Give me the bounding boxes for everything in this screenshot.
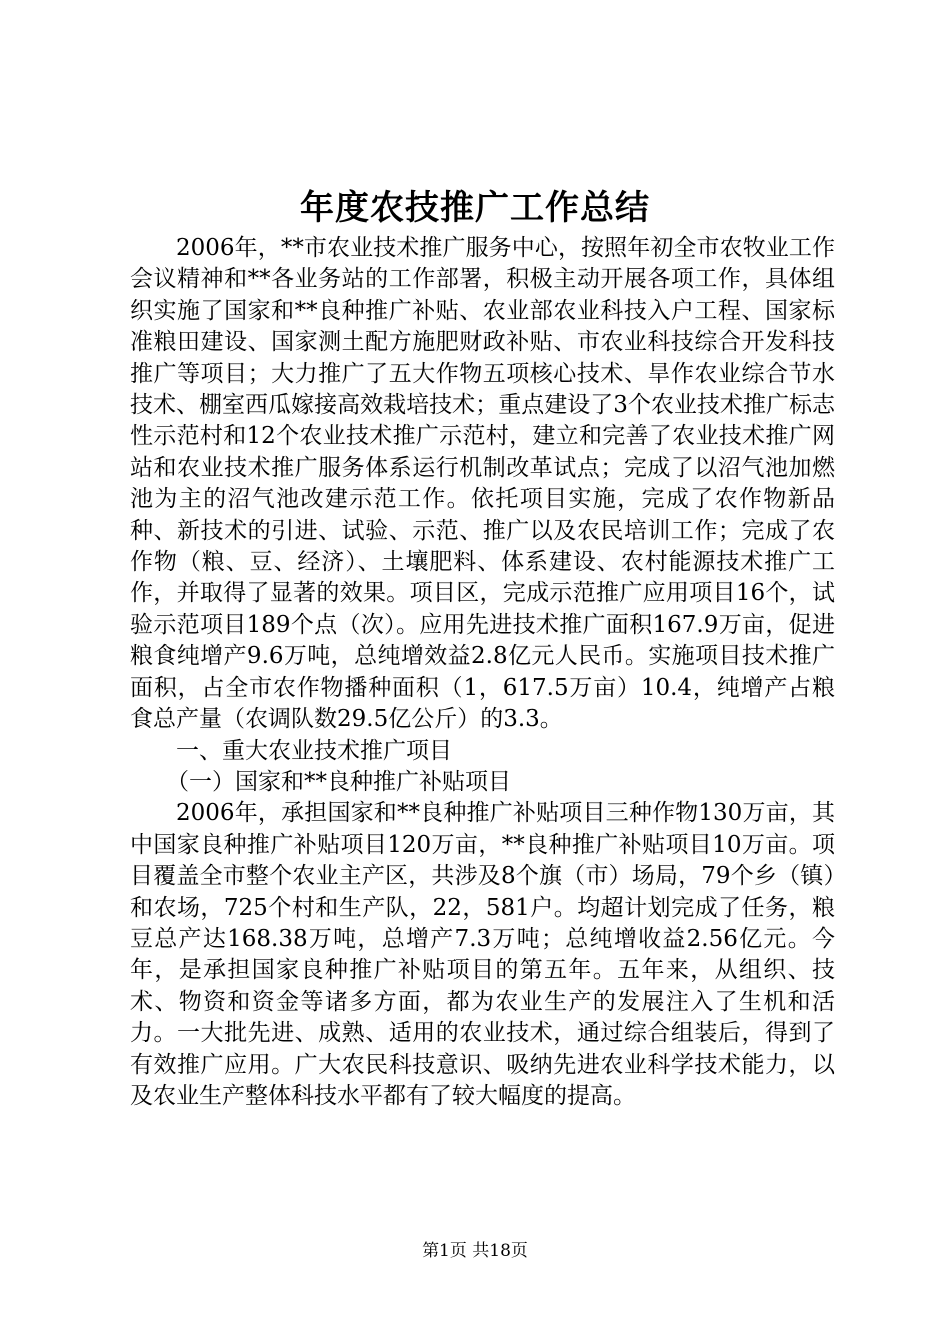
document-body [130, 233, 835, 1112]
document-title: 年度农技推广工作总结 [300, 188, 650, 228]
paragraph-intro: 2006年，**市农业技术推广服务中心，按照年初全市农牧业工作会议精神和**各业务站的工作部署，积极主动开展各项工作，具体组织实施了国家和**良种推广补贴、农业部农业科技入户工程、国家标准粮田建设、国家测土配方施肥财政补贴、市农业科技综合开发科技推广等项目；大力推广了五大作物五项核心技术、旱作农业综合节水技术、棚室西瓜嫁接高效栽培技术；重点建设了3个农业技术推广标志性示范村和12个农业技术推广示范村，建立和完善了农业技术推广网站和农业技术推广服务体系运行机制改革试点；完成了以沼气池加燃池为主的沼气池改建示范工作。依托项目实施，完成了农作物新品种、新技术的引进、试验、示范、推广以及农民培训工作；完成了农作物（粮、豆、经济）、土壤肥料、体系建设、农村能源技术推广工作，并取得了显著的效果。项目区，完成示范推广应用项目16个，试验示范项目189个点（次）。应用先进技术推广面积167.9万亩，促进粮食纯增产9.6万吨，总纯增效益2.8亿元人民币。实施项目技术推广面积，占全市农作物播种面积（1，617.5万亩）10.4，纯增产占粮食总产量（农调队数29.5亿公斤）的3.3。 [130, 235, 835, 733]
page-number: 第1页 共18页 [422, 1241, 528, 1261]
section-heading: 一、重大农业技术推广项目 [176, 737, 452, 764]
paragraph-project: 2006年，承担国家和**良种推广补贴项目三种作物130万亩，其中国家良种推广补贴项目120万亩，**良种推广补贴项目10万亩。项目覆盖全市整个农业主产区，共涉及8个旗（市）场局，79个乡（镇）和农场，725个村和生产队，22，581户。均超计划完成了任务，粮豆总产达168.38万吨，总增产7.3万吨；总纯增收益2.56亿元。今年，是承担国家良种推广补贴项目的第五年。五年来，从组织、技术、物资和资金等诸多方面，都为农业生产的发展注入了生机和活力。一大批先进、成熟、适用的农业技术，通过综合组装后，得到了有效推广应用。广大农民科技意识、吸纳先进农业科学技术能力，以及农业生产整体科技水平都有了较大幅度的提高。 [130, 800, 835, 1109]
subsection-heading: （一）国家和**良种推广补贴项目 [166, 768, 511, 795]
